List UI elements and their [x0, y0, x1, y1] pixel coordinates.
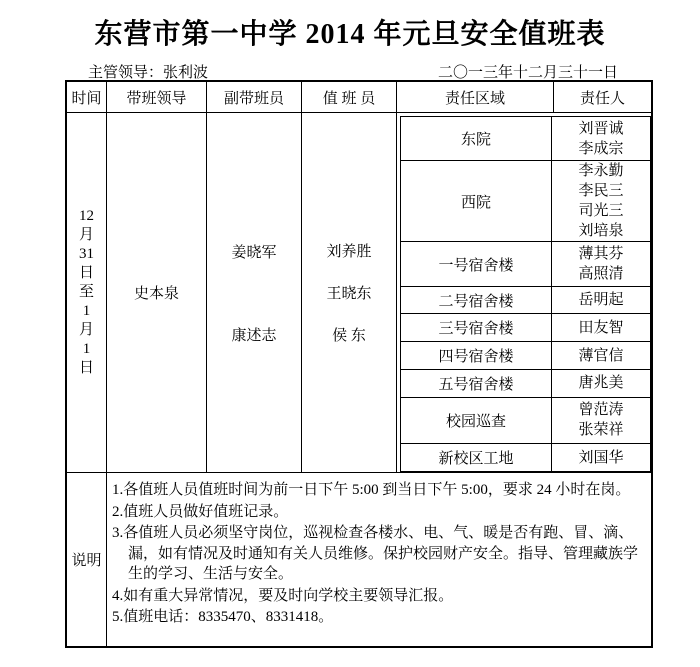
note-item: 5.值班电话：8335470、8331418。	[112, 609, 334, 625]
area-name: 校园巡查	[401, 398, 552, 443]
area-name: 五号宿舍楼	[401, 370, 552, 397]
responsible-person-name: 薄官信	[578, 347, 624, 364]
notes-row	[67, 473, 651, 646]
header-person: 责任人	[579, 90, 625, 107]
responsible-person-name: 李永勤	[578, 163, 624, 180]
table-header-row	[67, 82, 651, 113]
page-title: 东营市第一中学 2014 年元旦安全值班表	[94, 19, 606, 50]
area-persons	[552, 342, 650, 369]
responsible-person-name: 李民三	[578, 183, 624, 200]
responsible-person-name: 司光三	[578, 203, 624, 220]
duty-officer-name: 刘养胜	[326, 244, 372, 260]
responsible-person-name: 高照清	[578, 266, 624, 283]
responsible-person-name: 薄其芬	[578, 246, 624, 263]
table-body-row	[67, 113, 651, 473]
header-area: 责任区域	[397, 82, 554, 112]
area-row	[401, 287, 650, 314]
area-row	[401, 117, 650, 161]
responsible-person-name: 唐兆美	[578, 375, 624, 392]
time-period-segment: 12	[79, 208, 94, 224]
area-name: 四号宿舍楼	[401, 342, 552, 369]
area-name: 一号宿舍楼	[401, 242, 552, 286]
duty-officers-cell	[302, 113, 397, 472]
header-time: 时间	[67, 82, 107, 112]
deputy-leader-name: 姜晓军	[231, 244, 277, 261]
area-persons	[552, 398, 650, 443]
responsible-person-name: 田友智	[578, 319, 624, 336]
header-lead-leader: 带班领导	[107, 82, 207, 112]
time-period-segment: 1	[82, 303, 91, 319]
area-name: 新校区工地	[401, 444, 552, 471]
responsible-person-name: 刘晋诚	[578, 120, 624, 137]
area-row	[401, 370, 650, 398]
area-row	[401, 342, 650, 370]
time-period-segment: 日	[78, 360, 94, 376]
note-item: 3.各值班人员必须坚守岗位，巡视检查各楼水、电、气、暖是否有跑、冒、滴、漏，如有情况及时通知有关人员维修。保护校园财产安全。指导、管理藏族学生的学习、生活与安全。	[112, 525, 639, 582]
responsible-person-name: 刘国华	[578, 449, 624, 466]
time-period-segment: 月	[78, 322, 94, 338]
areas-table	[400, 116, 651, 472]
lead-leader-cell	[107, 113, 207, 472]
duty-officer-name: 王晓东	[326, 286, 372, 302]
area-row	[401, 161, 650, 242]
time-period-cell	[67, 113, 107, 472]
area-persons	[552, 161, 650, 241]
area-name: 二号宿舍楼	[401, 287, 552, 313]
responsible-person-name: 岳明起	[578, 292, 624, 309]
subtitle-row	[88, 61, 618, 82]
notes-label: 说明	[67, 473, 107, 646]
note-item: 2.值班人员做好值班记录。	[112, 503, 289, 520]
time-period-segment: 至	[78, 284, 94, 300]
deputy-leaders-cell	[207, 113, 302, 472]
lead-leader-name: 史本泉	[133, 286, 179, 302]
header-duty-officer: 值 班 员	[302, 82, 397, 112]
duty-officer-name: 侯 东	[332, 328, 366, 344]
area-name: 西院	[401, 161, 552, 241]
time-period-segment: 1	[82, 341, 91, 357]
area-row	[401, 398, 650, 444]
note-item: 4.如有重大异常情况，要及时向学校主要领导汇报。	[112, 587, 454, 604]
responsible-person-name: 张荣祥	[578, 422, 624, 439]
deputy-leader-name: 康述志	[231, 327, 277, 344]
responsible-person-name: 刘培泉	[578, 223, 624, 240]
area-name: 东院	[401, 117, 552, 160]
responsible-person-name: 李成宗	[578, 140, 624, 157]
supervisor-label: 主管领导：张利波	[88, 65, 209, 81]
duty-table	[65, 80, 653, 648]
area-persons	[552, 314, 650, 341]
area-row	[401, 314, 650, 342]
document-date: 二〇一三年十二月三十一日	[437, 65, 618, 81]
header-deputy: 副带班员	[207, 82, 302, 112]
area-persons	[552, 444, 650, 471]
areas-region	[397, 113, 651, 472]
responsible-person-name: 曾范涛	[578, 402, 624, 419]
area-row	[401, 444, 650, 471]
area-persons	[552, 117, 650, 160]
time-period-segment: 月	[78, 227, 94, 243]
area-persons	[552, 287, 650, 313]
note-item: 1.各值班人员值班时间为前一日下午 5:00 到当日下午 5:00，要求 24 小时在岗。	[112, 482, 631, 498]
time-period-segment: 31	[79, 246, 94, 262]
area-persons	[552, 242, 650, 286]
time-period-segment: 日	[78, 265, 94, 281]
notes-list	[107, 473, 651, 646]
area-persons	[552, 370, 650, 397]
area-name: 三号宿舍楼	[401, 314, 552, 341]
area-row	[401, 242, 650, 287]
